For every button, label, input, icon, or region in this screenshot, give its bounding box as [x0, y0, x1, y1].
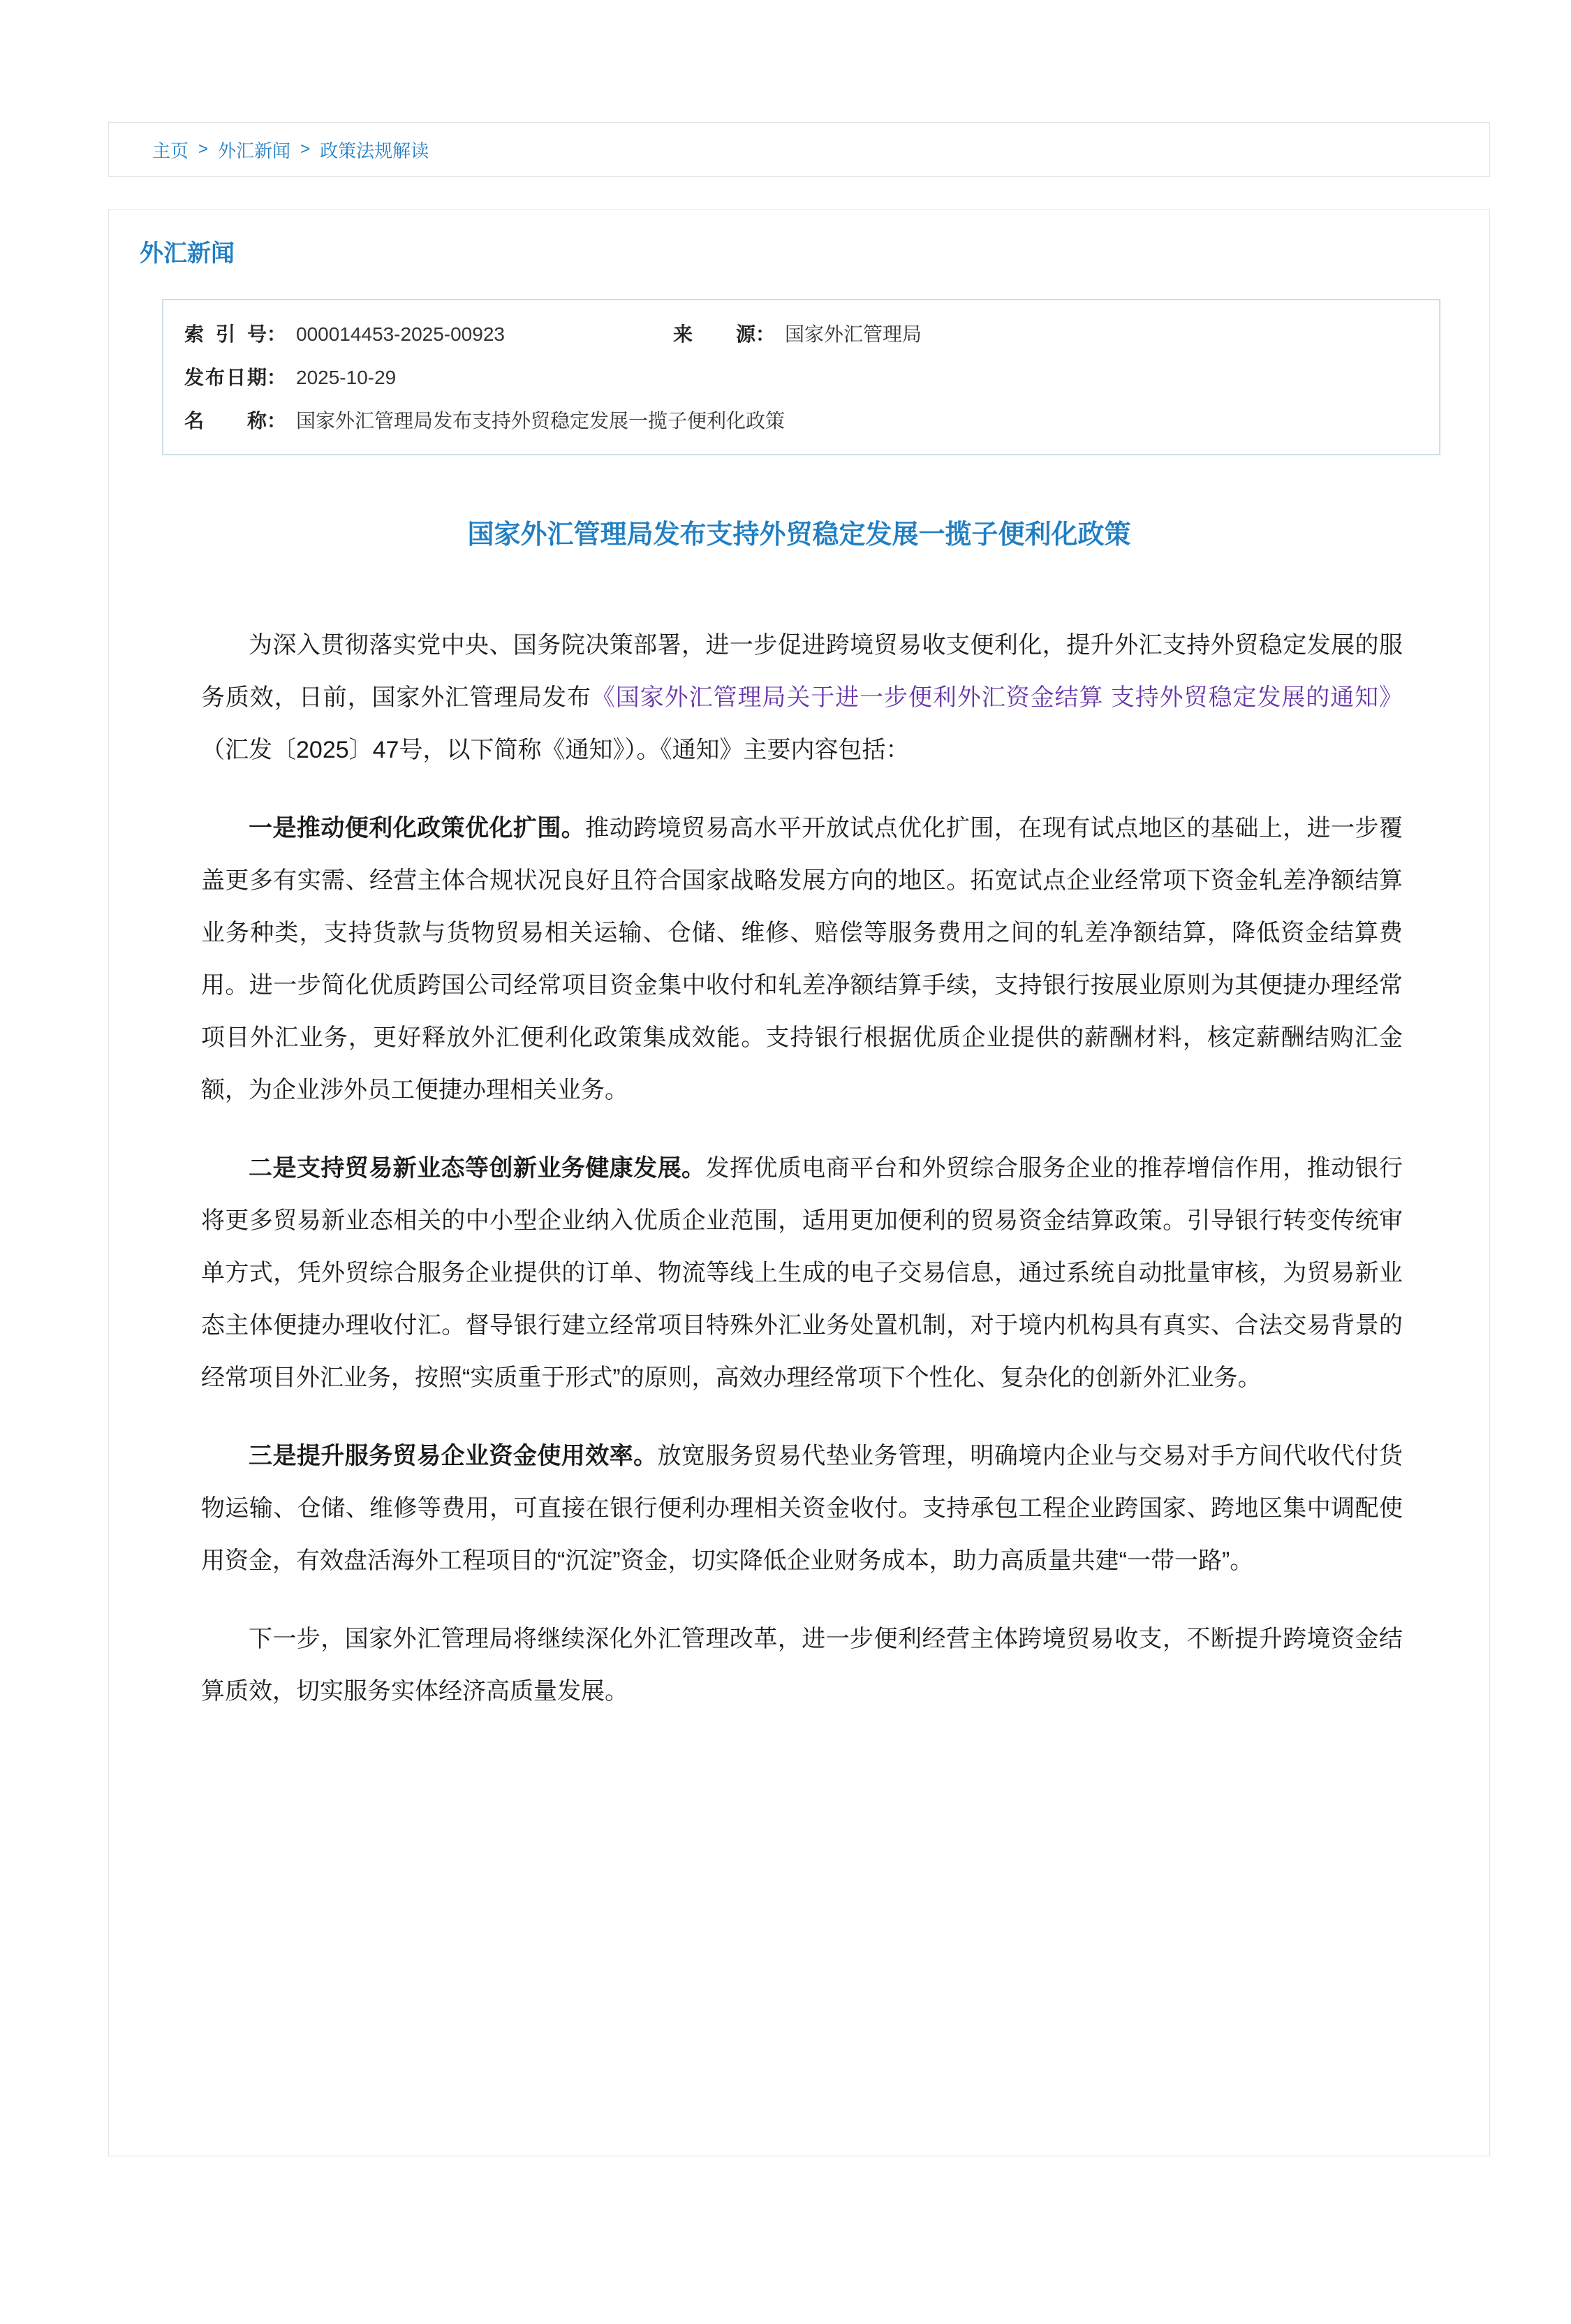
meta-name: [184, 399, 785, 443]
breadcrumb-policy-link[interactable]: 政策法规解读: [320, 140, 429, 161]
paragraph-text: 为深入贯彻落实党中央、国务院决策部署，进一步促进跨境贸易收支便利化，提升外汇支持外贸稳定发展的服务质效，日前，国家外汇管理局发布: [201, 632, 1403, 711]
notice-document-link[interactable]: 《国家外汇管理局关于进一步便利外汇资金结算 支持外贸稳定发展的通知》: [591, 684, 1403, 711]
meta-source-label: 来源: [673, 323, 755, 345]
paragraph-lead: 三是提升服务贸易企业资金使用效率。: [249, 1443, 658, 1469]
meta-colon: ：: [267, 410, 287, 432]
paragraph-text: （汇发〔2025〕47号，以下简称《通知》）。《通知》主要内容包括：: [201, 737, 910, 763]
article-paragraph: [201, 1142, 1403, 1404]
breadcrumb: [108, 122, 1490, 177]
article-body: [201, 619, 1403, 1718]
article-paragraph: [201, 802, 1403, 1117]
meta-row: [184, 313, 1425, 356]
document-meta-table: [162, 299, 1440, 455]
meta-name-value: 国家外汇管理局发布支持外贸稳定发展一揽子便利化政策: [296, 410, 786, 432]
paragraph-text: 发挥优质电商平台和外贸综合服务企业的推荐增信作用，推动银行将更多贸易新业态相关的中小型企业纳入优质企业范围，适用更加便利的贸易资金结算政策。引导银行转变传统审单方式，凭外贸综合服务企业提供的订单、物流等线上生成的电子交易信息，通过系统自动批量审核，为贸易新业态主体便捷办理收付汇。督导银行建立经常项目特殊外汇业务处置机制，对于境内机构具有真实、合法交易背景的经常项目外汇业务，按照“实质重于形式”的原则，高效办理经常项下个性化、复杂化的创新外汇业务。: [201, 1155, 1403, 1391]
article-paragraph: [201, 1613, 1403, 1718]
meta-date-value: 2025-10-29: [296, 367, 397, 388]
breadcrumb-separator: >: [198, 140, 209, 159]
paragraph-text: 推动跨境贸易高水平开放试点优化扩围，在现有试点地区的基础上，进一步覆盖更多有实需、经营主体合规状况良好且符合国家战略发展方向的地区。拓宽试点企业经常项下资金轧差净额结算业务种类，支持货款与货物贸易相关运输、仓储、维修、赔偿等服务费用之间的轧差净额结算，降低资金结算费用。进一步简化优质跨国公司经常项目资金集中收付和轧差净额结算手续，支持银行按展业原则为其便捷办理经常项目外汇业务，更好释放外汇便利化政策集成效能。支持银行根据优质企业提供的薪酬材料，核定薪酬结购汇金额，为企业涉外员工便捷办理相关业务。: [201, 815, 1403, 1103]
article-paragraph: [201, 1430, 1403, 1587]
meta-index-label: 索引号: [184, 323, 267, 345]
breadcrumb-news-link[interactable]: 外汇新闻: [218, 140, 291, 161]
meta-colon: ：: [755, 323, 776, 345]
meta-colon: ：: [267, 323, 287, 345]
meta-date: [184, 356, 396, 399]
paragraph-lead: 一是推动便利化政策优化扩围。: [249, 815, 586, 841]
meta-row: [184, 356, 1425, 399]
meta-date-label: 发布日期: [184, 367, 267, 388]
meta-row: [184, 399, 1425, 443]
content-panel: [108, 209, 1490, 2156]
paragraph-lead: 二是支持贸易新业态等创新业务健康发展。: [249, 1155, 706, 1182]
article-title: 国家外汇管理局发布支持外贸稳定发展一揽子便利化政策: [467, 520, 1131, 550]
breadcrumb-separator: >: [300, 140, 311, 159]
meta-index: [184, 313, 673, 356]
paragraph-text: 放宽服务贸易代垫业务管理，明确境内企业与交易对手方间代收代付货物运输、仓储、维修等费用，可直接在银行便利办理相关资金收付。支持承包工程企业跨国家、跨地区集中调配使用资金，有效盘活海外工程项目的“沉淀”资金，切实降低企业财务成本，助力高质量共建“一带一路”。: [201, 1443, 1403, 1574]
paragraph-text: 下一步，国家外汇管理局将继续深化外汇管理改革，进一步便利经营主体跨境贸易收支，不断提升跨境资金结算质效，切实服务实体经济高质量发展。: [201, 1626, 1403, 1705]
meta-source-value: 国家外汇管理局: [785, 323, 922, 345]
meta-index-value: 000014453-2025-00923: [296, 323, 505, 345]
meta-name-label: 名称: [184, 410, 267, 432]
breadcrumb-home-link[interactable]: 主页: [152, 140, 189, 161]
article-paragraph: [201, 619, 1403, 777]
meta-source: [673, 313, 922, 356]
section-title: 外汇新闻: [140, 240, 235, 267]
meta-colon: ：: [267, 367, 287, 388]
